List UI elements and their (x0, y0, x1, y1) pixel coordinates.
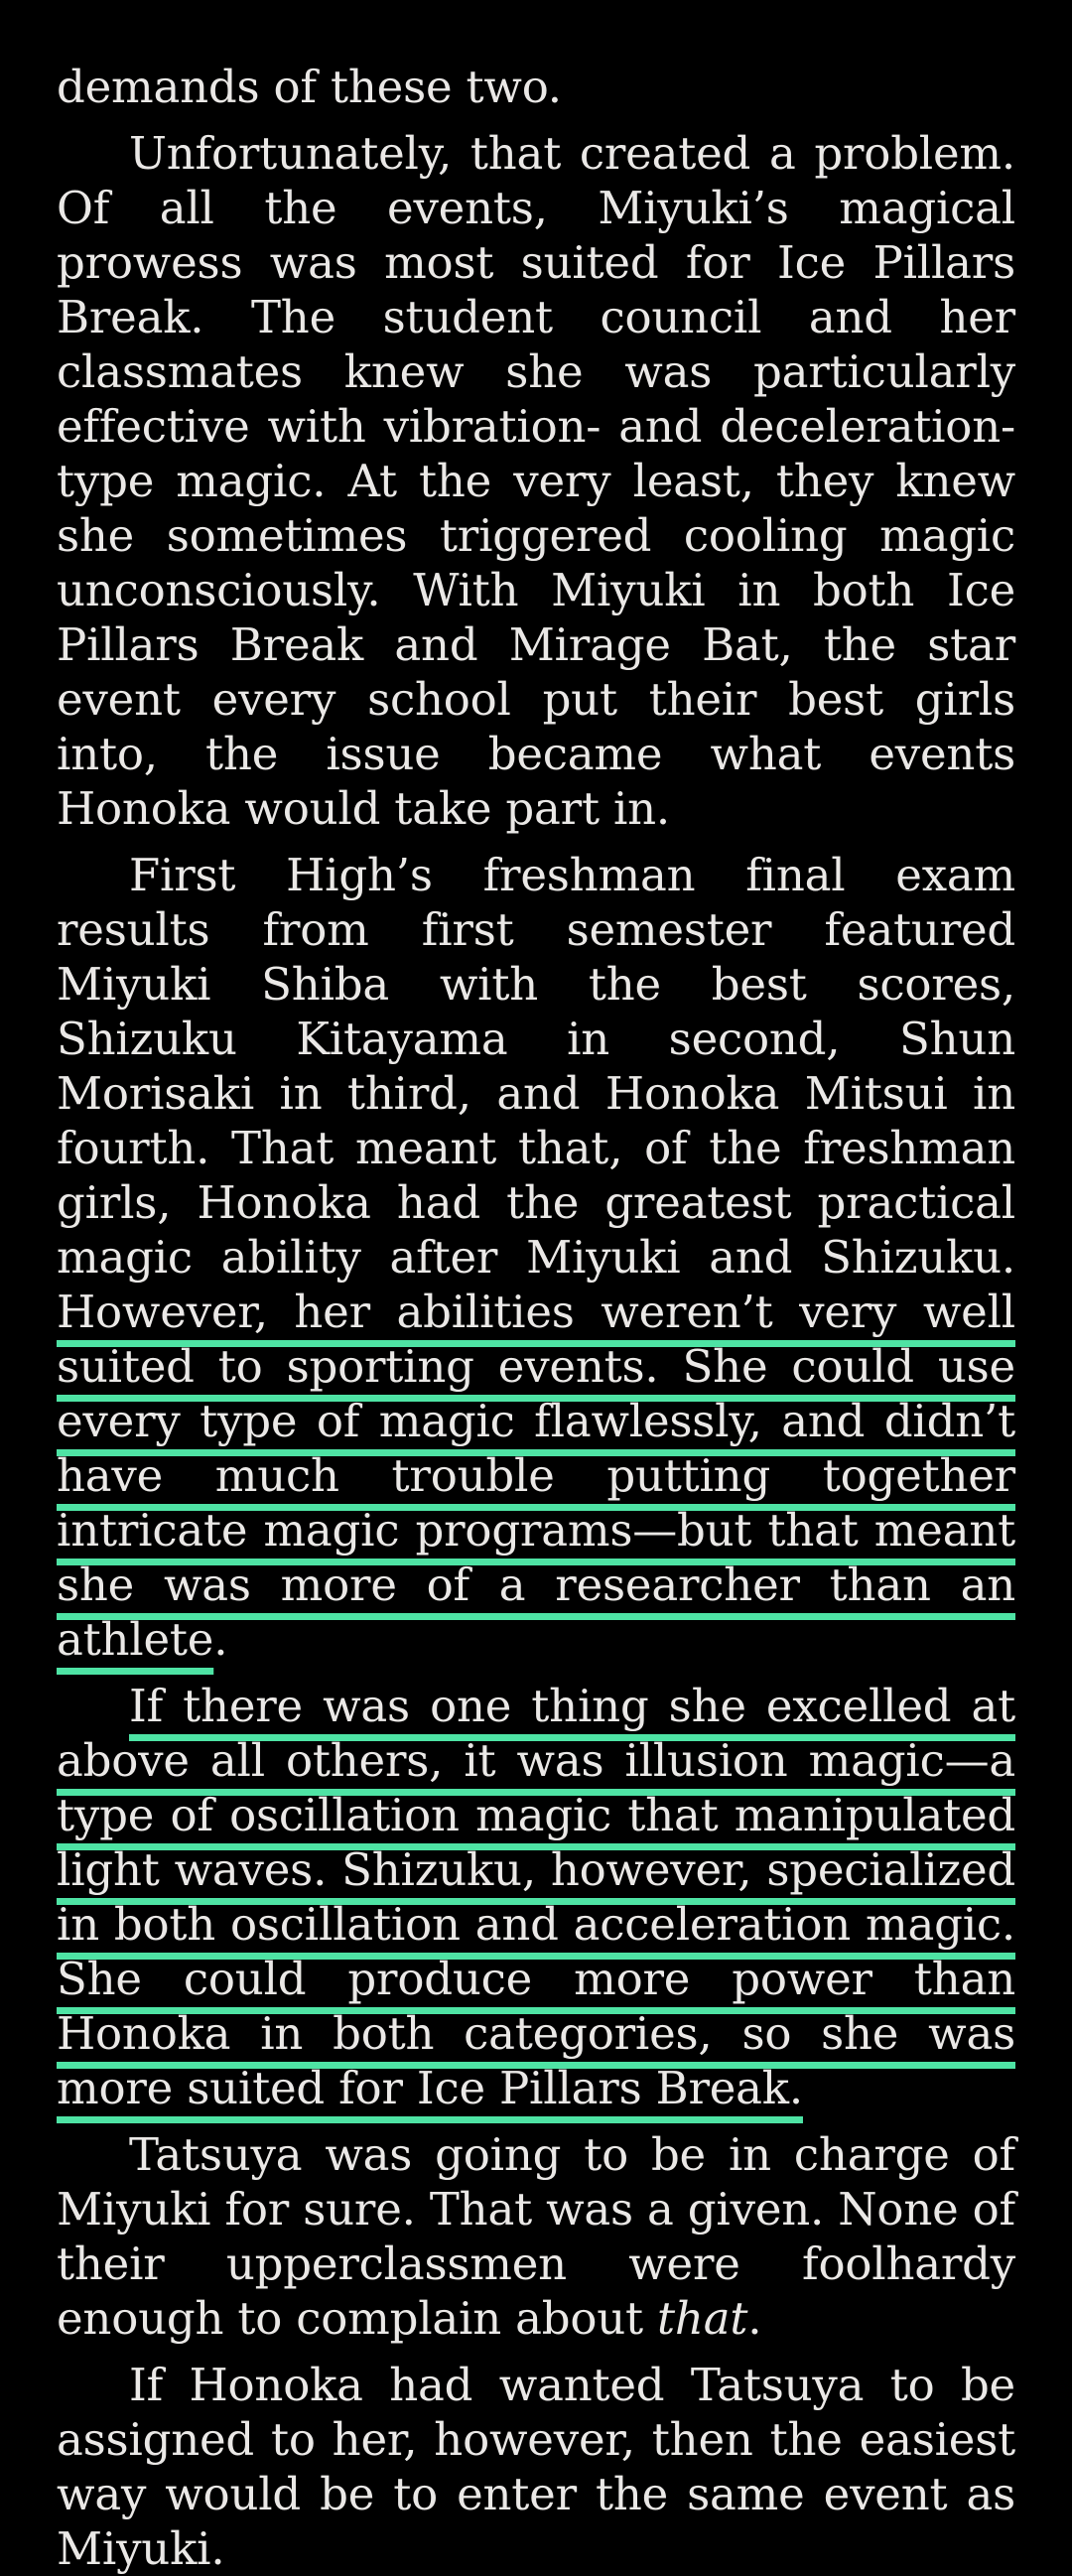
text-segment: demands of these two. (57, 61, 562, 113)
book-page[interactable] (57, 61, 1015, 2575)
paragraph (57, 848, 1015, 1667)
text-segment: If Honoka had wanted Tatsuya to be assigned to her, however, then the easiest way would be to enter the same event as Miyuki. (57, 2359, 1015, 2575)
text-segment: Tatsuya was going to be in charge of Miyuki for sure. That was a given. None of their upperclassmen were foolhardy enough to complain about (57, 2128, 1015, 2345)
highlighted-text[interactable]: If there was one thing she excelled at above all others, it was illusion magic—a type of oscillation magic that manipulated light waves. Shizuku, however, specialized in both oscillation and acceleration magic. She could produce more power than Honoka in both categories, so she was more suited for Ice Pillars Break. (57, 1680, 1015, 2114)
text-segment: First High’s freshman final exam results from first semester featured Miyuki Shiba with the best scores, Shizuku Kitayama in second, Shun Morisaki in third, and Honoka Mitsui in fourth. That meant that, of the freshman girls, Honoka had the greatest practical magic ability after Miyuki and Shizuku. (57, 849, 1015, 1284)
text-segment: . (213, 1613, 228, 1666)
paragraph (57, 1679, 1015, 2115)
page-text (57, 60, 1015, 2576)
highlighted-text[interactable]: However, her abilities weren’t very well suited to sporting events. She could use every type of magic flawlessly, and didn’t have much trouble putting together intricate magic programs—but that meant she was more of a researcher than an athlete (57, 1286, 1015, 1666)
paragraph (57, 2358, 1015, 2576)
paragraph (57, 2127, 1015, 2346)
paragraph-clipped (57, 60, 1015, 114)
text-segment: . (747, 2292, 762, 2345)
paragraph (57, 126, 1015, 836)
italic-text: that (657, 2292, 748, 2345)
text-segment: Unfortunately, that created a problem. Of all the events, Miyuki’s magical prowess was most suited for Ice Pillars Break. The student council and her classmates knew she was particularly effective with vibration- and deceleration-type magic. At the very least, they knew she sometimes triggered cooling magic unconsciously. With Miyuki in both Ice Pillars Break and Mirage Bat, the star event every school put their best girls into, the issue became what events Honoka would take part in. (57, 127, 1015, 835)
